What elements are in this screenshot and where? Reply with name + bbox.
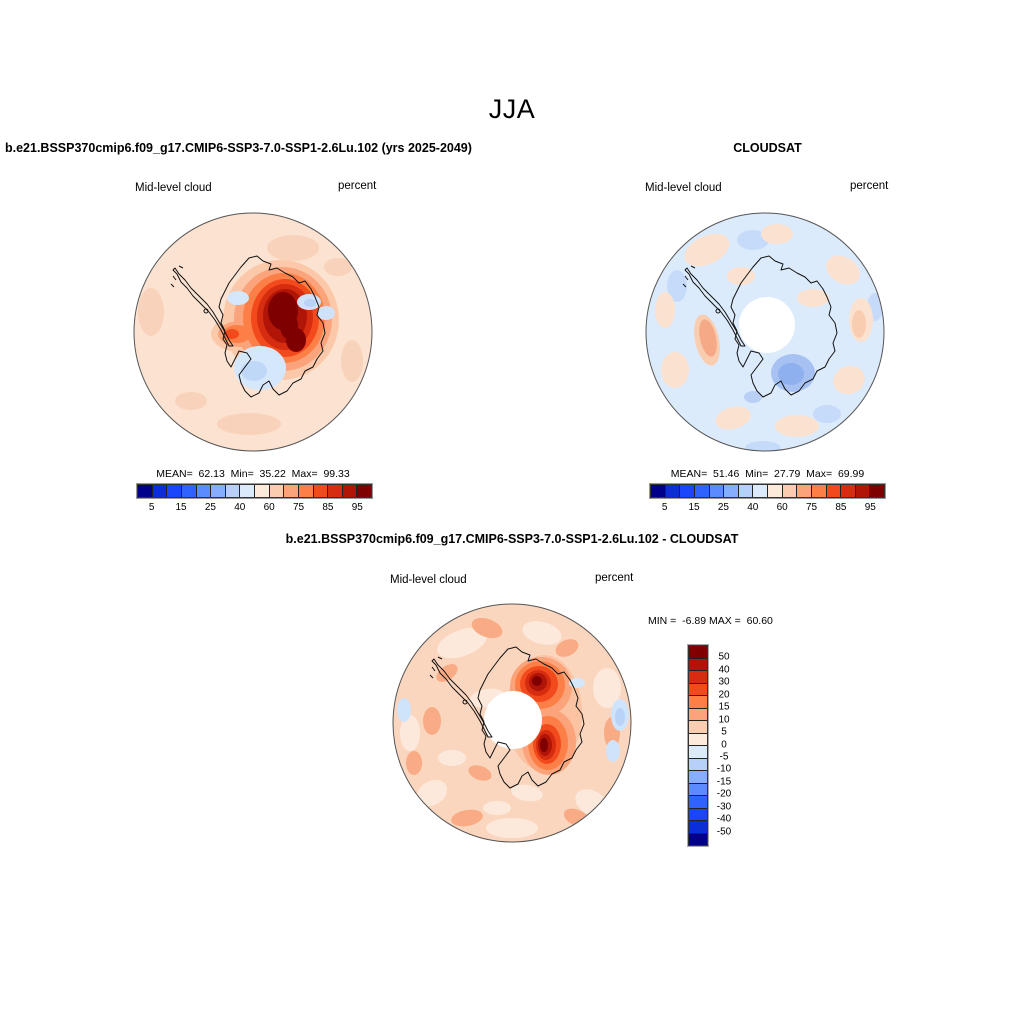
colorbar-tick-labels: 5 15 25 40 60 75 85 95 [148,502,363,513]
diff-variable-label: Mid-level cloud [390,574,467,586]
model-panel-title: b.e21.BSSP370cmip6.f09_g17.CMIP6-SSP3-7.0-SSP1-2.6Lu.102 (yrs 2025-2049) [5,141,472,155]
model-variable-label: Mid-level cloud [135,182,212,194]
model-units-label: percent [338,180,377,192]
pole-data-gap [484,691,542,749]
diff-units-label: percent [595,572,634,584]
colorbar-tick-labels: 50 40 30 20 15 10 5 0 -5 -10 -15 -20 -30 -40 -50 [716,651,732,838]
diff-panel-title: b.e21.BSSP370cmip6.f09_g17.CMIP6-SSP3-7.0-SSP1-2.6Lu.102 - CLOUDSAT [285,532,739,546]
model-map [133,212,373,452]
obs-stats-text: MEAN= 51.46 Min= 27.79 Max= 69.99 [670,468,865,480]
obs-variable-label: Mid-level cloud [645,182,722,194]
obs-panel-title: CLOUDSAT [733,141,802,155]
season-title: JJA [488,94,536,124]
colorbar-tick-labels: 5 15 25 40 60 75 85 95 [661,502,876,513]
diff-colorbar [688,645,732,846]
obs-map [645,212,885,452]
pole-data-gap [739,297,795,353]
diff-minmax-text: MIN = -6.89 MAX = 60.60 [648,615,773,627]
colorbar-segments [688,645,708,846]
colorbar-segments [137,484,372,498]
model-stats-text: MEAN= 62.13 Min= 35.22 Max= 99.33 [156,468,350,480]
obs-units-label: percent [850,180,889,192]
colorbar-segments [650,484,885,498]
diff-map [392,603,632,843]
model-colorbar [137,484,372,514]
obs-colorbar [650,484,885,514]
